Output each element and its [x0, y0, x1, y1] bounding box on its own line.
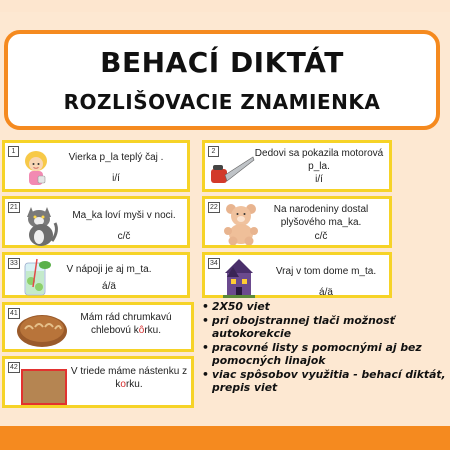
girl-icon [21, 149, 51, 189]
feature-item: • viac spôsobov využitia - behací diktát, prepis viet [200, 368, 448, 394]
bottom-stripe [0, 426, 450, 450]
card-22 [202, 196, 392, 248]
card-number: 42 [10, 364, 18, 371]
top-stripe [0, 0, 450, 12]
card-answer: i/í [315, 174, 323, 185]
card-answer: á/ä [319, 287, 333, 298]
highlight-letter: ô [138, 325, 145, 336]
card-42 [2, 356, 194, 408]
page-subtitle: ROZLIŠOVACIE ZNAMIENKA [63, 90, 381, 114]
cat-icon [21, 201, 61, 247]
teddy-bear-icon [219, 201, 263, 245]
haunted-house-icon [219, 257, 259, 299]
feature-list [200, 300, 448, 395]
feature-item: • pri obojstrannej tlači možnosť autokorekcie [200, 314, 448, 340]
card-sentence: V triede máme nástenku z korku. [70, 366, 188, 390]
card-sentence: Ma_ka loví myši v noci. [72, 210, 176, 221]
card-number: 1 [8, 146, 19, 157]
title-box [4, 30, 440, 130]
lemonade-glass-icon [19, 257, 53, 297]
card-33 [2, 252, 190, 298]
feature-item: • 2X50 viet [200, 300, 448, 313]
card-21 [2, 196, 190, 248]
card-number: 34 [210, 260, 218, 267]
card-sentence: Dedovi sa pokazila motorová p_la. [254, 148, 384, 172]
corkboard-icon [21, 369, 67, 405]
card-answer: i/í [112, 173, 120, 184]
card-answer: á/ä [102, 281, 116, 292]
card-1 [2, 140, 190, 192]
chainsaw-icon [207, 151, 255, 189]
card-number: 33 [10, 260, 18, 267]
highlight-letter: o [120, 379, 126, 390]
card-answer: c/č [314, 231, 328, 242]
card-sentence: Vraj v tom dome m_ta. [275, 266, 377, 277]
feature-item: • pracovné listy s pomocnými aj bez pomocných linajok [200, 341, 448, 367]
card-number: 2 [208, 146, 219, 157]
card-34 [202, 252, 392, 298]
page-title: BEHACÍ DIKTÁT [100, 46, 344, 79]
card-answer: c/č [117, 231, 131, 242]
card-sentence: Mám rád chrumkavú chlebovú kôrku. [80, 312, 172, 336]
card-sentence: V nápoji je aj m_ta. [66, 264, 152, 275]
card-number: 22 [210, 204, 218, 211]
card-2 [202, 140, 392, 192]
card-sentence: Vierka p_la teplý čaj . [68, 152, 164, 163]
card-number: 21 [10, 204, 18, 211]
bread-icon [15, 311, 69, 349]
card-41 [2, 302, 194, 352]
card-sentence: Na narodeniny dostal plyšového ma_ka. [273, 204, 369, 228]
card-number: 41 [10, 310, 18, 317]
